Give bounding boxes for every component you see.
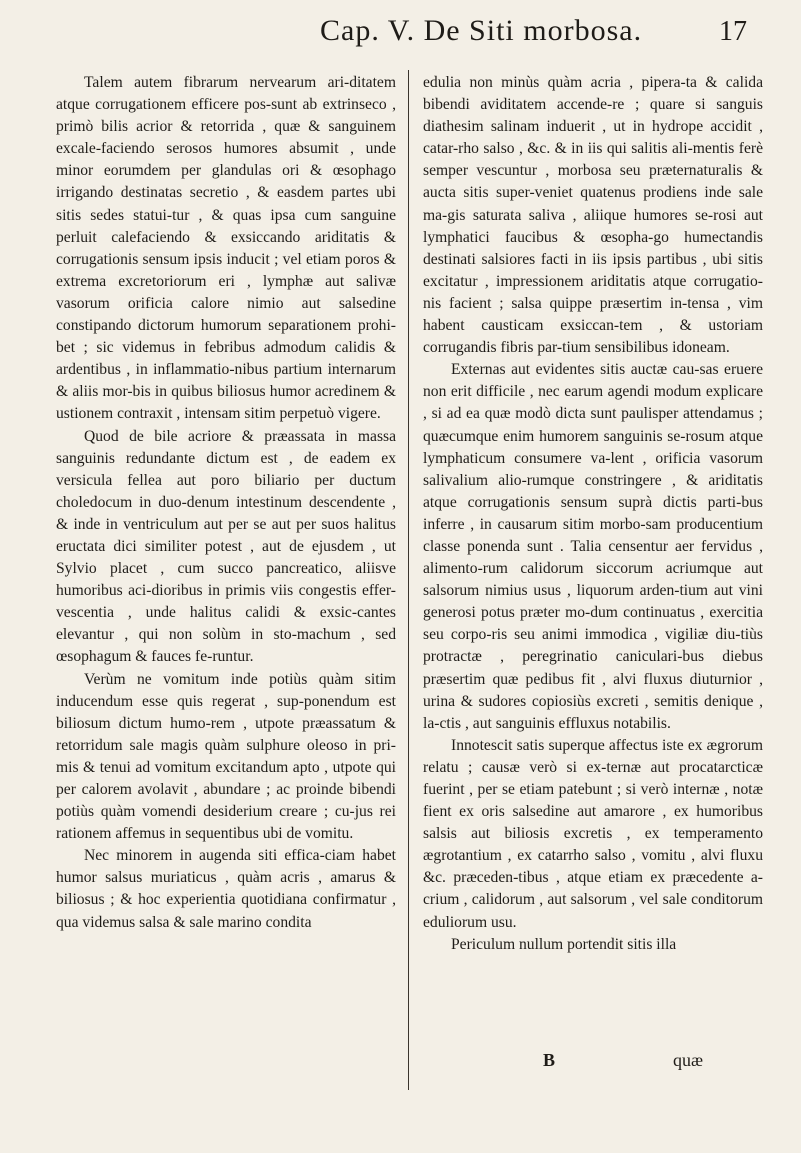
signature-mark: B xyxy=(543,1050,556,1070)
right-column xyxy=(423,72,763,956)
paragraph: Talem autem fibrarum nervearum ari-ditatem atque corrugationem efficere pos-sunt ab extrinseco , primò bilis acrior & retorrida , quæ & sanguinem excale-faciendo serosos humores absumit , unde minor eorumdem per glandulas ori & œsophago irrigando destinatas secretio , & easdem partes ubi sitis sedes statui-tur , & quas ipsa cum sanguine perluit calefaciendo & exsiccando ariditatis & corrugationis sensum ipsis inducit ; vel etiam poros & extrema excretoriorum eri , lymphæ aut salivæ vasorum orificia calore nimio aut salsedine constipando dictorum humorum separationem prohi-bet ; sic videmus in febribus admodum calidis & ardentibus , in inflammatio-nibus partium internarum & aliis mor-bis in quibus biliosus humor acredinem & ustionem contraxit , intensam sitim perpetuò vigere. xyxy=(56,74,396,423)
catchword: quæ xyxy=(673,1050,704,1070)
paragraph: Quod de bile acriore & præassata in massa sanguinis redundante dictum est , de eadem ex versicula fellea aut poro biliario per ductum choledocum in duo-denum intestinum descendente , & inde in ventriculum aut per se aut per suos halitus eructata dici similiter potest , aut de ejusdem , ut Sylvio placet , cum succo pancreatico, aliisve humoribus aci-dioribus in primis viis congestis effer-vescentia , unde halitus calidi & exsic-cantes elevantur , qui non solùm in sto-machum , sed œsophagum & fauces fe-runtur. xyxy=(56,427,396,666)
paragraph: Externas aut evidentes sitis auctæ cau-sas eruere non erit difficile , nec earum agendi modum explicare , si ad ea quæ modò dicta sunt paulisper attendamus ; quæcumque enim humorem sanguinis se-rosum atque lymphaticum consumere va-lent , orificia vasorum salivalium alio-rumque constringere , & ariditatis atque corrugationis sensum suprà dictis parti-bus inferre , in causarum sitim morbo-sam producentium classe ponenda sunt . Talia censentur aer fervidus , alimento-rum calidorum siccorum acriumque aut salsorum nimius usus , liquorum arden-tium aut vini generosi potus præter mo-dum continuatus , exercitia seu corpo-ris seu animi immodica , vigiliæ diu-tiùs protractæ , peregrinatio caniculari-bus diebus præsertim quæ pedibus fit , alvi fluxus diuturnior , urina & sudores copiosiùs excreti , semitis denique , la-ctis , aut sanguinis effluxus notabilis. xyxy=(423,361,763,732)
left-column xyxy=(56,72,396,934)
paragraph: Nec minorem in augenda siti effica-ciam habet humor salsus muriaticus , quàm acris , amarus & biliosus ; & hoc experientia quotidiana confirmatur , qua videmus salsa & sale marino condita xyxy=(56,847,396,931)
paragraph: Periculum nullum portendit sitis illa xyxy=(451,935,677,953)
page-footer xyxy=(423,1050,763,1074)
column-divider xyxy=(408,70,409,1090)
chapter-title: Cap. V. De Siti morbosa. xyxy=(320,14,643,47)
paragraph: Verùm ne vomitum inde potiùs quàm sitim inducendum esse quis regerat , sup-ponendum est biliosum dictum humo-rem , utpote præassatum & retorridum sale magis quàm sulphure oleoso in pri-mis & tenui ad vomitum excitandum apto , utpote qui per calorem avolavit , abundare ; ac proinde bibendi potiùs quàm vomendi desiderium creare ; cu-jus rei rationem affemus in sequentibus ubi de vomitu. xyxy=(56,670,396,843)
running-head xyxy=(60,14,777,54)
page-number: 17 xyxy=(719,16,747,47)
paragraph: edulia non minùs quàm acria , pipera-ta & calida bibendi aviditatem accende-re ; quare si sanguis diathesim salinam induerit , ut in hydrope accidit , catar-rho salso , &c. & in iis qui salitis ali-mentis ferè semper vescuntur , morbosa seu præternaturalis & aucta sitis super-veniet quatenus prodiens inde sale ma-gis saturata saliva , aliique humores se-rosi aut lymphatici faucibus & œsopha-go humectandis destinati salsiores facti in iis ipsis partibus , ubi sitis excitatur , impressionem ariditatis atque corrugatio-nis facient ; salsa quippe præsertim in-tensa , vim habent causticam exsiccan-tem , & ustoriam corrugandis fibris par-tium sensibilibus idoneam. xyxy=(423,74,763,357)
paragraph: Innotescit satis superque affectus iste ex ægrorum relatu ; causæ verò si ex-ternæ aut procatarcticæ fuerint , per se etiam patebunt ; si verò internæ , notæ fient ex oris salsedine aut amarore , ex humoribus salsis aut biliosis excretis , ex temperamento ægrotantium , ex catarrho salso , vomitu , alvi fluxu &c. præceden-tibus , atque etiam ex præcedente a-crium , calidorum , aut salsorum , vel sale conditorum eduliorum usu. xyxy=(423,736,763,931)
